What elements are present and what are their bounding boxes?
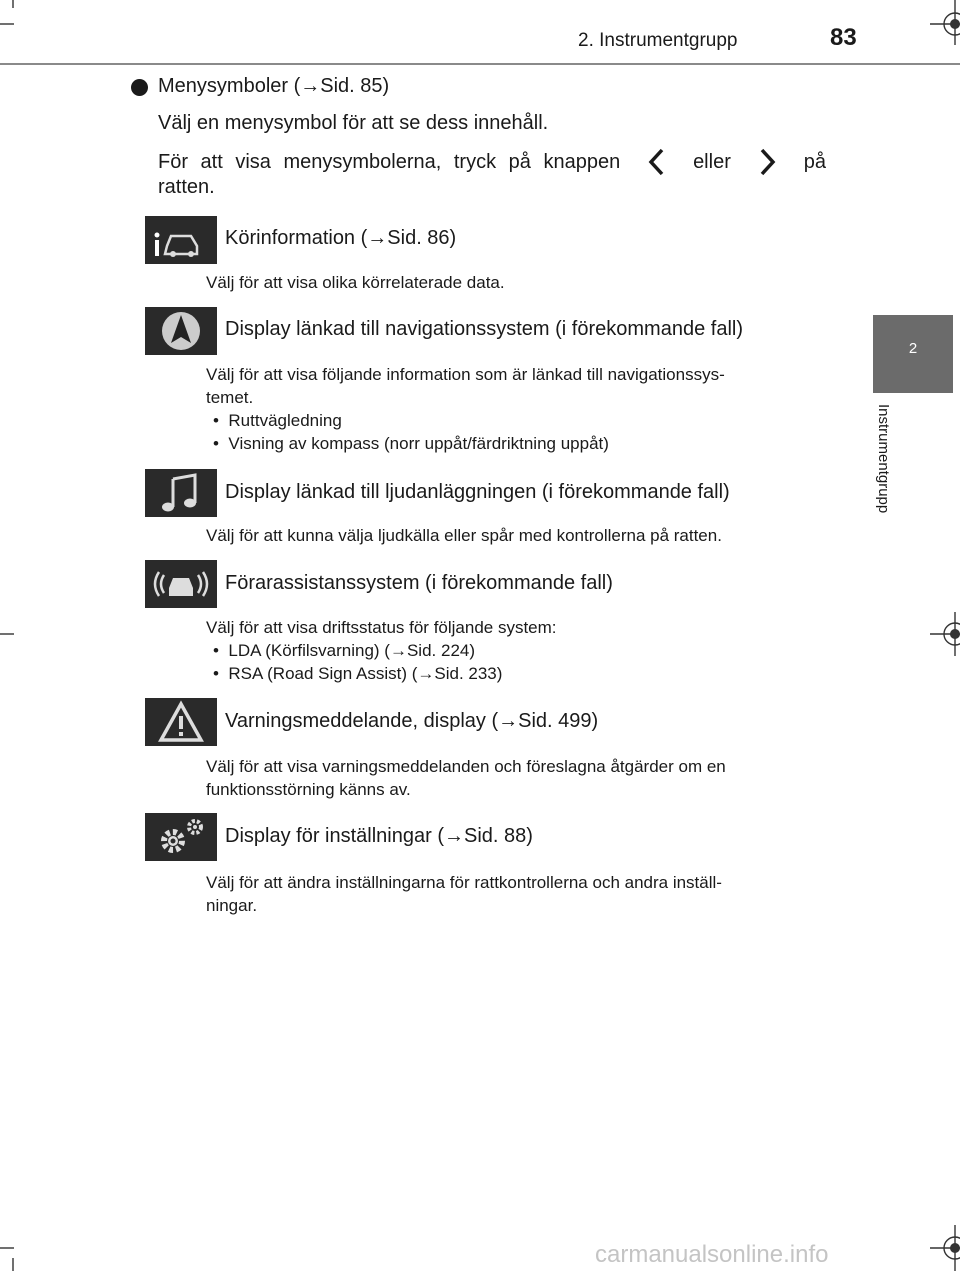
music-note-icon <box>145 469 217 517</box>
intro-line-2: För att visa menysymbolerna, tryck på knappen eller på <box>158 147 826 177</box>
list-item: • Visning av kompass (norr uppåt/färdriktning uppåt) <box>213 434 609 453</box>
item-title: Varningsmeddelande, display (→Sid. 499) <box>225 710 599 732</box>
page-ref-link[interactable]: Sid. 86) <box>387 227 457 249</box>
page-ref-link[interactable]: Sid. 224) <box>406 641 476 660</box>
chevron-left-icon <box>646 147 668 177</box>
item-description: Välj för att visa följande information som är länkad till navigationssys- <box>206 365 725 384</box>
car-info-icon <box>145 216 217 264</box>
chapter-side-label: Instrumentgrupp <box>875 404 892 514</box>
page-ref-link[interactable]: Sid. 233) <box>434 664 503 683</box>
item-description: Välj för att kunna välja ljudkälla eller spår med kontrollerna på ratten. <box>206 526 722 545</box>
arrow-icon: → <box>417 664 435 683</box>
section-title: 2. Instrumentgrupp <box>578 30 738 51</box>
intro-line-1: Välj en menysymbol för att se dess innehåll. <box>158 112 549 134</box>
chevron-right-icon <box>756 147 778 177</box>
item-description: Välj för att ändra inställningarna för rattkontrollerna och andra inställ- <box>206 873 722 892</box>
item-description: Välj för att visa olika körrelaterade data. <box>206 273 505 292</box>
bullet-dot <box>131 79 148 96</box>
page-ref-link[interactable]: Sid. 85) <box>320 75 390 97</box>
watermark: carmanualsonline.info <box>595 1241 829 1268</box>
item-description: temet. <box>206 388 254 407</box>
intro-line-3: ratten. <box>158 176 215 198</box>
arrow-icon: → <box>498 710 519 732</box>
menu-symbols-heading: Menysymboler (→Sid. 85) <box>158 75 390 97</box>
driver-assist-icon <box>145 560 217 608</box>
header-rule <box>0 63 960 65</box>
item-title: Förarassistanssystem (i förekommande fall) <box>225 572 613 594</box>
arrow-icon: → <box>389 641 407 660</box>
item-description: Välj för att visa varningsmeddelanden och föreslagna åtgärder om en <box>206 757 726 776</box>
settings-gears-icon <box>145 813 217 861</box>
item-title: Display för inställningar (→Sid. 88) <box>225 825 533 847</box>
item-description: ningar. <box>206 896 258 915</box>
item-description: funktionsstörning känns av. <box>206 780 411 799</box>
page-number: 83 <box>830 24 857 51</box>
list-item: • RSA (Road Sign Assist) (→Sid. 233) <box>213 664 503 683</box>
warning-triangle-icon <box>145 698 217 746</box>
item-title: Display länkad till ljudanläggningen (i förekommande fall) <box>225 481 730 503</box>
item-title: Display länkad till navigationssystem (i förekommande fall) <box>225 318 743 340</box>
navigation-arrow-icon <box>145 307 217 355</box>
list-item: • LDA (Körfilsvarning) (→Sid. 224) <box>213 641 476 660</box>
item-description: Välj för att visa driftsstatus för följande system: <box>206 618 557 637</box>
page-ref-link[interactable]: Sid. 499) <box>518 710 599 732</box>
item-title: Körinformation (→Sid. 86) <box>225 227 457 249</box>
arrow-icon: → <box>300 75 321 97</box>
arrow-icon: → <box>443 825 464 847</box>
chapter-number: 2 <box>908 340 918 357</box>
page-ref-link[interactable]: Sid. 88) <box>463 825 533 847</box>
arrow-icon: → <box>367 227 388 249</box>
list-item: • Ruttvägledning <box>213 411 342 430</box>
